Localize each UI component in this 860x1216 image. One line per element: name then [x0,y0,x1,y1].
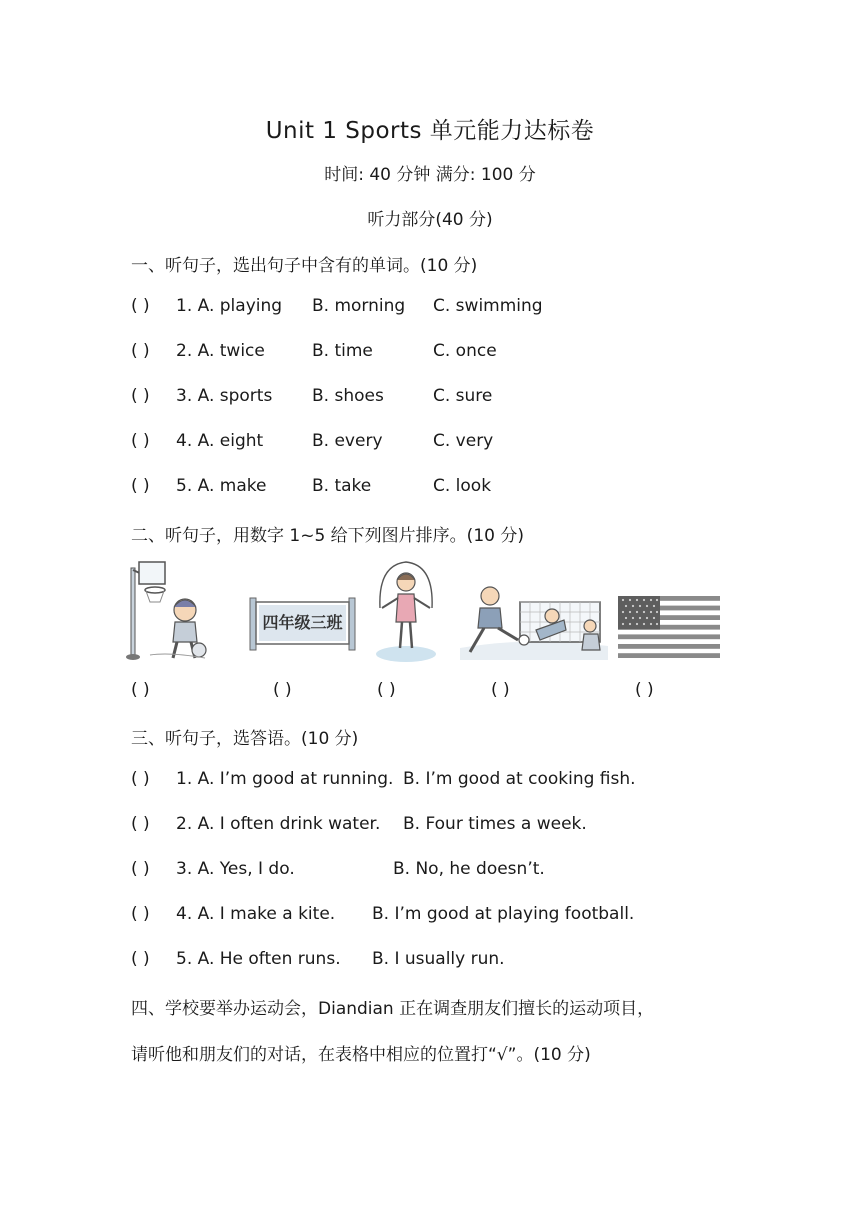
answer-blank[interactable]: ( ) [131,476,150,496]
order-blank[interactable]: ( ) [635,680,654,700]
order-blank[interactable]: ( ) [491,680,510,700]
answer-blank[interactable]: ( ) [131,296,150,316]
option-a: 4. A. eight [176,431,264,451]
answer-blank[interactable]: ( ) [131,769,150,789]
option-a: 5. A. He often runs. [176,949,341,969]
option-b: B. time [312,341,373,361]
sign-text: 四年级三班 [262,613,343,632]
option-a: 4. A. I make a kite. [176,904,336,924]
order-blank[interactable]: ( ) [273,680,292,700]
order-blank[interactable]: ( ) [131,680,150,700]
option-b: B. morning [312,296,406,316]
option-a: 1. A. I’m good at running. [176,769,394,789]
us-flag-picture [618,596,720,658]
option-b: B. take [312,476,372,496]
section4-heading-line2: 请听他和朋友们的对话，在表格中相应的位置打“√”。(10 分) [131,1045,591,1065]
option-c: C. look [433,476,492,496]
option-c: C. sure [433,386,493,406]
answer-blank[interactable]: ( ) [131,949,150,969]
option-b: B. I’m good at cooking fish. [403,769,636,789]
section2-heading: 二、听句子，用数字 1~5 给下列图片排序。(10 分) [131,526,524,546]
option-a: 5. A. make [176,476,267,496]
picture-strip [125,560,735,670]
option-a: 2. A. I often drink water. [176,814,381,834]
section1-heading: 一、听句子，选出句子中含有的单词。(10 分) [131,256,478,276]
answer-blank[interactable]: ( ) [131,904,150,924]
option-a: 3. A. Yes, I do. [176,859,295,879]
option-b: B. every [312,431,383,451]
option-b: B. No, he doesn’t. [393,859,545,879]
page-title: Unit 1 Sports 单元能力达标卷 [265,118,595,144]
football-picture [460,560,610,664]
answer-blank[interactable]: ( ) [131,341,150,361]
skipping-rope-picture [370,560,442,664]
answer-blank[interactable]: ( ) [131,814,150,834]
answer-blank[interactable]: ( ) [131,859,150,879]
option-c: C. once [433,341,497,361]
basketball-picture [125,560,215,664]
option-a: 3. A. sports [176,386,273,406]
exam-meta: 时间: 40 分钟 满分: 100 分 [324,165,536,185]
order-blank[interactable]: ( ) [377,680,396,700]
option-b: B. I usually run. [372,949,505,969]
part-heading: 听力部分(40 分) [367,210,493,230]
section3-heading: 三、听句子，选答语。(10 分) [131,729,359,749]
option-a: 1. A. playing [176,296,283,316]
option-c: C. very [433,431,494,451]
section4-heading-line1: 四、学校要举办运动会，Diandian 正在调查朋友们擅长的运动项目， [131,999,655,1019]
class-sign-picture [249,596,357,652]
answer-blank[interactable]: ( ) [131,431,150,451]
option-b: B. shoes [312,386,384,406]
option-a: 2. A. twice [176,341,265,361]
option-b: B. I’m good at playing football. [372,904,635,924]
option-b: B. Four times a week. [403,814,587,834]
answer-blank[interactable]: ( ) [131,386,150,406]
option-c: C. swimming [433,296,543,316]
